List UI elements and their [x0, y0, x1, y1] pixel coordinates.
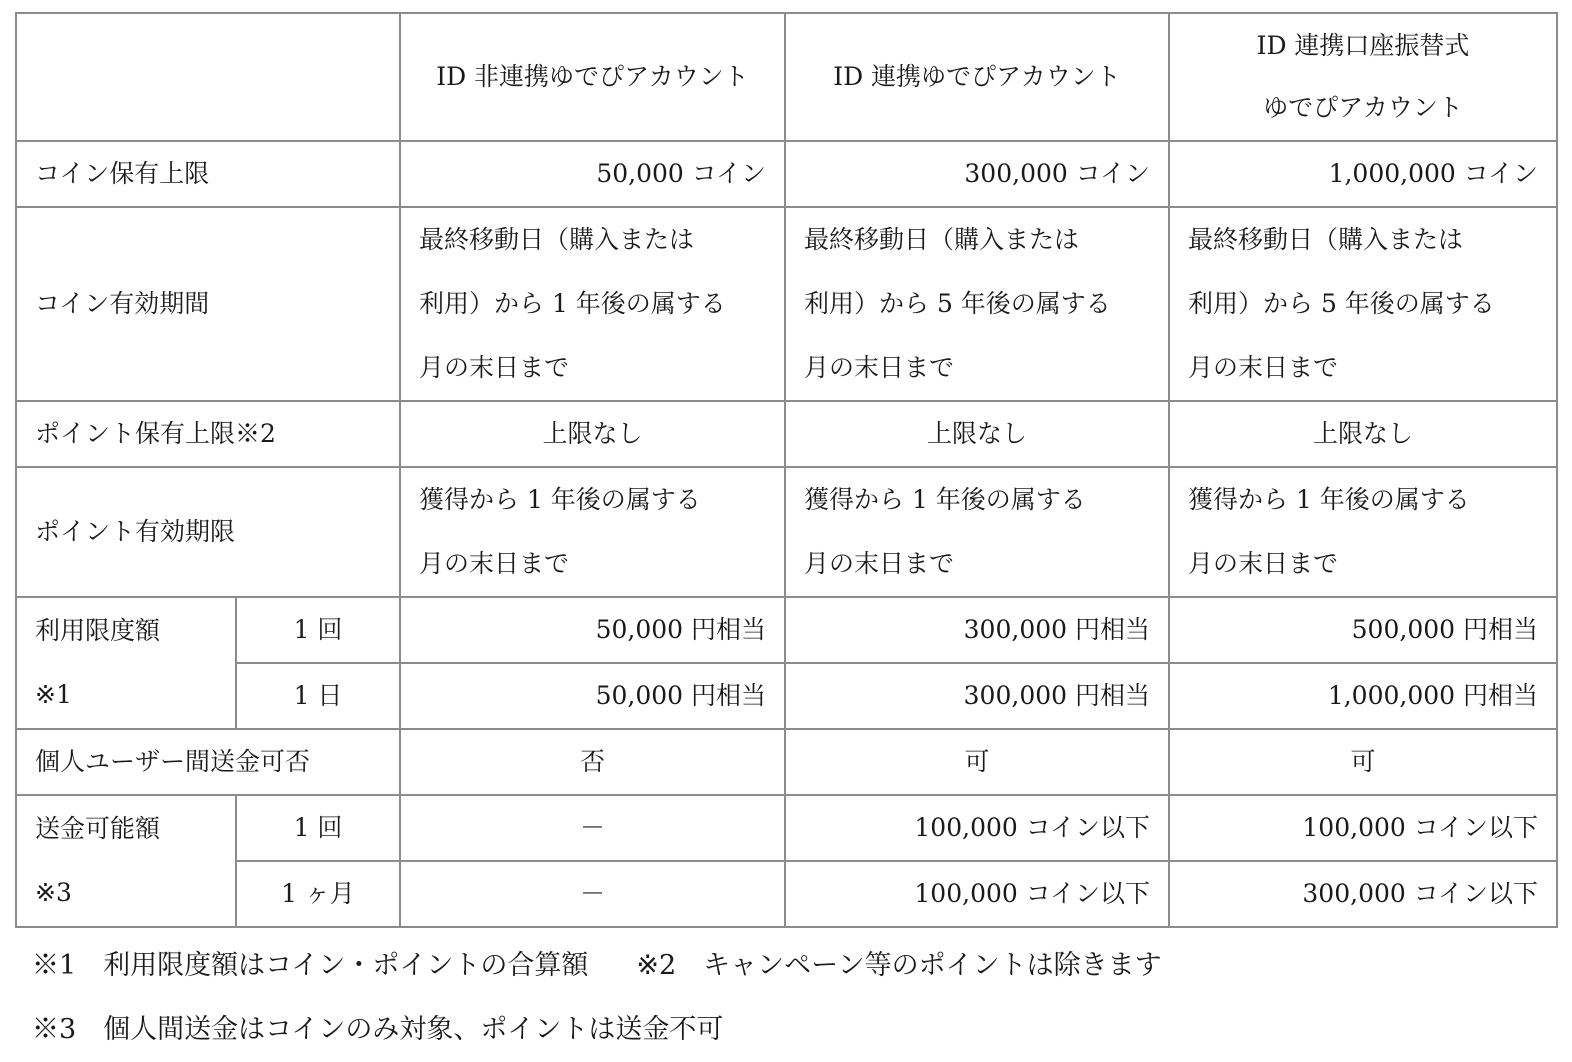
row-transfer-amount-per-month — [16, 861, 1557, 927]
cell-line: 月の末日まで — [419, 549, 570, 578]
cell-value: 1,000,000 コイン — [1169, 141, 1557, 207]
cell-value — [785, 207, 1169, 401]
label-line: ※3 — [35, 878, 72, 907]
cell-value: 50,000 コイン — [400, 141, 785, 207]
cell-line: 利用）から 1 年後の属する — [419, 289, 726, 318]
cell-line: 獲得から 1 年後の属する — [1188, 485, 1470, 514]
cell-value: 上限なし — [1169, 401, 1557, 467]
footnote-2: ※2 キャンペーン等のポイントは除きます — [636, 950, 1162, 981]
row-label: ポイント有効期限 — [16, 467, 400, 597]
row-label: コイン有効期間 — [16, 207, 400, 401]
cell-value: 1,000,000 円相当 — [1169, 663, 1557, 729]
footnote-line-2 — [32, 998, 1162, 1062]
cell-value — [400, 467, 785, 597]
cell-line: 最終移動日（購入または — [1188, 225, 1464, 254]
header-id-linked-debit-line1: ID 連携口座振替式 — [1256, 31, 1470, 60]
header-row — [16, 13, 1557, 141]
cell-value: 100,000 コイン以下 — [785, 861, 1169, 927]
cell-line: 月の末日まで — [1188, 549, 1339, 578]
row-label-transfer-amount — [16, 795, 236, 927]
cell-value — [400, 207, 785, 401]
sub-label: 1 回 — [236, 795, 400, 861]
cell-line: 最終移動日（購入または — [804, 225, 1080, 254]
cell-value: － — [400, 795, 785, 861]
row-transfer-allowed — [16, 729, 1557, 795]
cell-line: 月の末日まで — [419, 353, 570, 382]
cell-line: 月の末日まで — [804, 549, 955, 578]
cell-value: 300,000 コイン — [785, 141, 1169, 207]
sub-label: 1 日 — [236, 663, 400, 729]
cell-value: 上限なし — [785, 401, 1169, 467]
cell-line: 獲得から 1 年後の属する — [804, 485, 1086, 514]
cell-value: 300,000 円相当 — [785, 663, 1169, 729]
cell-value — [1169, 207, 1557, 401]
cell-value: 50,000 円相当 — [400, 597, 785, 663]
cell-value — [1169, 467, 1557, 597]
header-id-linked: ID 連携ゆでぴアカウント — [785, 13, 1169, 141]
cell-value — [785, 467, 1169, 597]
cell-value: － — [400, 861, 785, 927]
header-id-linked-debit-line2: ゆでぴアカウント — [1263, 93, 1463, 122]
sub-label: 1 回 — [236, 597, 400, 663]
cell-value: 50,000 円相当 — [400, 663, 785, 729]
cell-value: 可 — [1169, 729, 1557, 795]
cell-line: 利用）から 5 年後の属する — [804, 289, 1111, 318]
row-coin-validity — [16, 207, 1557, 401]
row-label: ポイント保有上限※2 — [16, 401, 400, 467]
sub-label: 1 ヶ月 — [236, 861, 400, 927]
cell-line: 月の末日まで — [804, 353, 955, 382]
footnote-line-1 — [32, 934, 1162, 998]
cell-line: 利用）から 5 年後の属する — [1188, 289, 1495, 318]
label-line: 送金可能額 — [35, 814, 161, 843]
cell-value: 300,000 コイン以下 — [1169, 861, 1557, 927]
row-point-limit — [16, 401, 1557, 467]
cell-line: 月の末日まで — [1188, 353, 1339, 382]
row-label: 個人ユーザー間送金可否 — [16, 729, 400, 795]
row-usage-limit-per-day — [16, 663, 1557, 729]
footnote-3: ※3 個人間送金はコインのみ対象、ポイントは送金不可 — [32, 1014, 724, 1045]
header-id-unlinked: ID 非連携ゆでぴアカウント — [400, 13, 785, 141]
cell-value: 100,000 コイン以下 — [785, 795, 1169, 861]
row-coin-limit — [16, 141, 1557, 207]
row-transfer-amount-per-time — [16, 795, 1557, 861]
row-point-validity — [16, 467, 1557, 597]
cell-line: 最終移動日（購入または — [419, 225, 695, 254]
row-label-usage-limit — [16, 597, 236, 729]
cell-value: 300,000 円相当 — [785, 597, 1169, 663]
header-id-linked-debit — [1169, 13, 1557, 141]
cell-line: 獲得から 1 年後の属する — [419, 485, 701, 514]
footnote-1: ※1 利用限度額はコイン・ポイントの合算額 — [32, 950, 589, 981]
cell-value: 500,000 円相当 — [1169, 597, 1557, 663]
header-empty-cell — [16, 13, 400, 141]
label-line: 利用限度額 — [35, 616, 161, 645]
cell-value: 100,000 コイン以下 — [1169, 795, 1557, 861]
row-label: コイン保有上限 — [16, 141, 400, 207]
row-usage-limit-per-time — [16, 597, 1557, 663]
cell-value: 否 — [400, 729, 785, 795]
cell-value: 上限なし — [400, 401, 785, 467]
account-comparison-table — [15, 12, 1558, 928]
cell-value: 可 — [785, 729, 1169, 795]
label-line: ※1 — [35, 680, 72, 709]
footnotes — [32, 934, 1162, 1062]
